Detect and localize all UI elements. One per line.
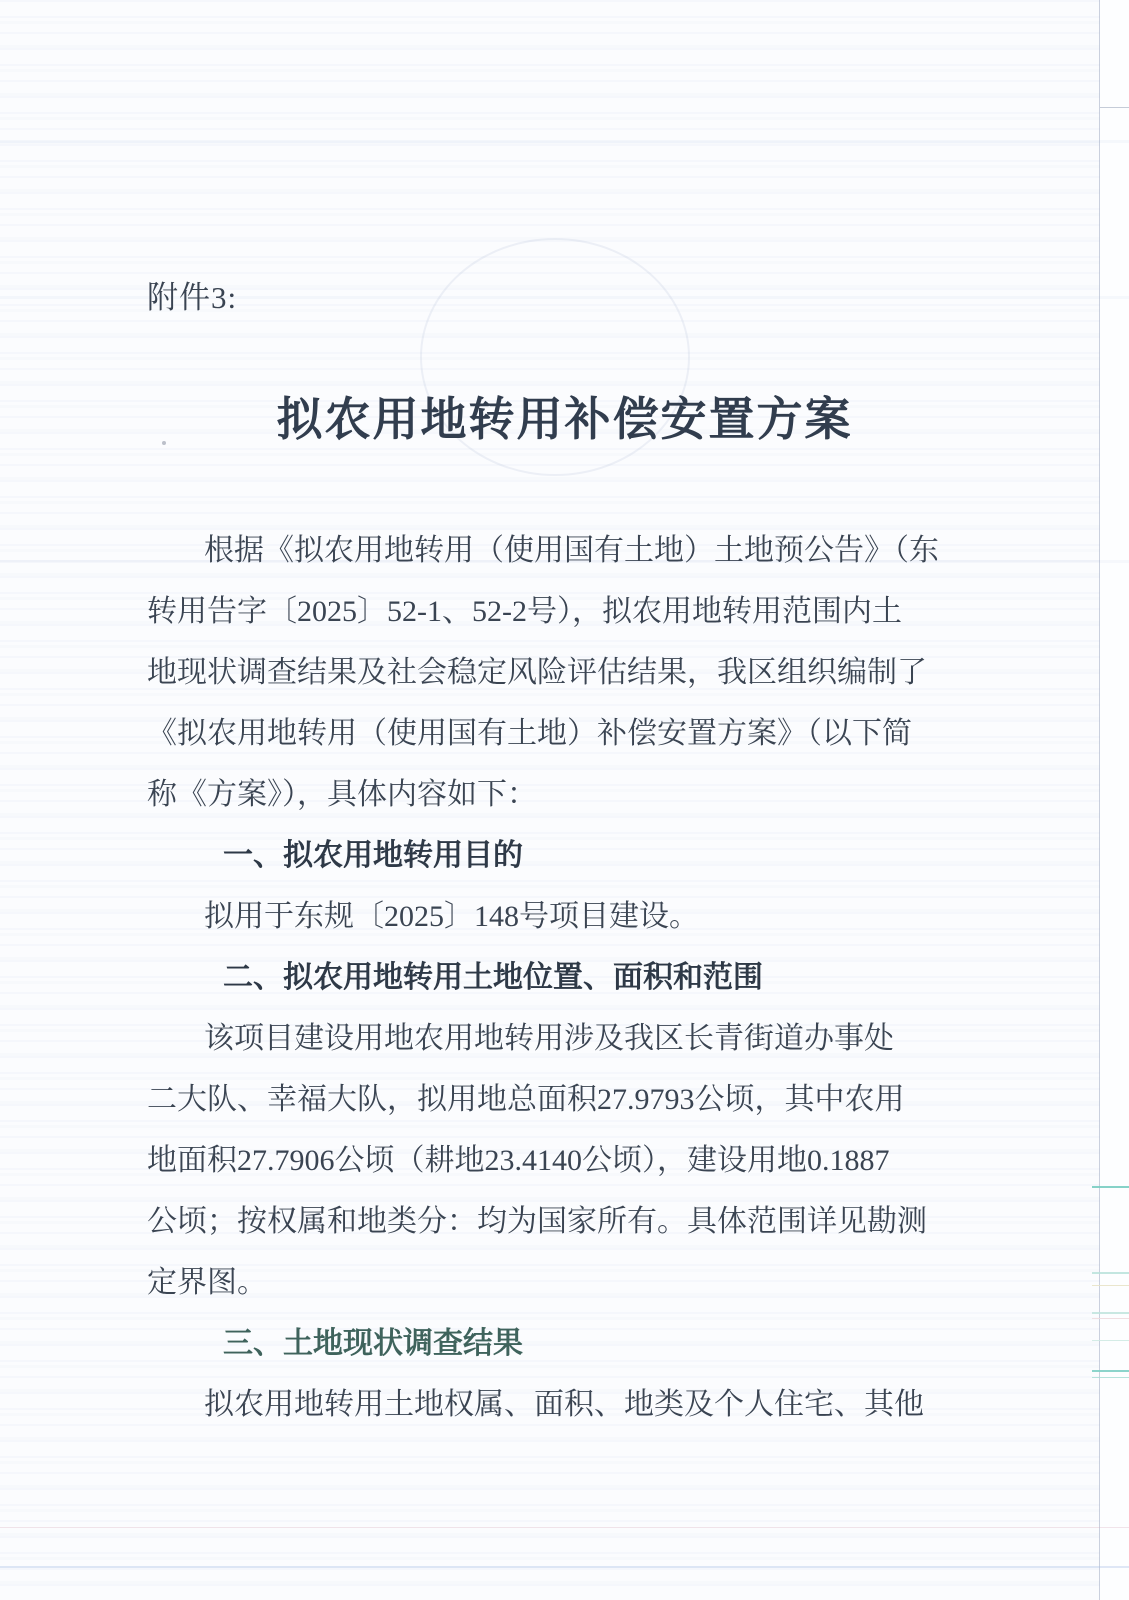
text-line: 该项目建设用地农用地转用涉及我区长青街道办事处 [204,1022,894,1055]
attachment-label: 附件3: [147,280,238,315]
document-body [147,520,977,1435]
text-line: 转用告字〔2025〕52-1、52-2号），拟农用地转用范围内土 [147,595,902,628]
text-line: 《拟农用地转用（使用国有土地）补偿安置方案》（以下简 [147,717,912,750]
text-line: 二大队、幸福大队，拟用地总面积27.9793公顷，其中农用 [147,1083,905,1116]
text-line: 定界图。 [147,1266,267,1299]
document-title: 拟农用地转用补偿安置方案 [276,393,853,445]
scan-edge-line [1099,0,1100,1600]
text-line: 称《方案》），具体内容如下： [147,778,537,811]
scan-page-edge [1100,0,1129,1600]
text-line: 一、拟农用地转用目的 [223,839,523,872]
scan-blue-line [0,1566,1129,1568]
scan-pink-line [0,1527,1129,1528]
text-line: 地现状调查结果及社会稳定风险评估结果，我区组织编制了 [147,656,927,689]
text-line: 拟农用地转用土地权属、面积、地类及个人住宅、其他 [204,1388,924,1421]
text-line: 拟用于东规〔2025〕148号项目建设。 [204,900,699,933]
text-line: 公顷；按权属和地类分：均为国家所有。具体范围详见勘测 [147,1205,927,1238]
text-line: 根据《拟农用地转用（使用国有土地）土地预公告》（东 [204,534,939,567]
text-line: 地面积27.7906公顷（耕地23.4140公顷），建设用地0.1887 [147,1144,890,1177]
text-line: 二、拟农用地转用土地位置、面积和范围 [223,961,763,994]
scan-streak [0,140,1129,143]
text-line: 三、土地现状调查结果 [223,1327,523,1360]
